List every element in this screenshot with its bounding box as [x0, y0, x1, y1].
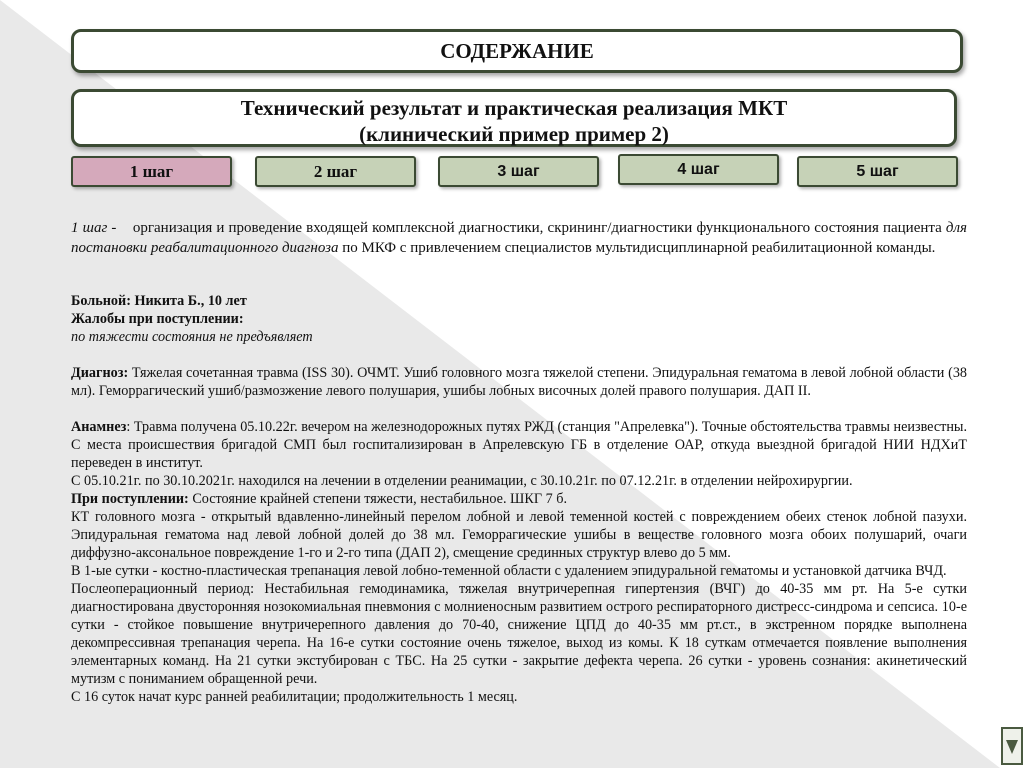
step-tab-label: 4 шаг — [677, 161, 720, 178]
diagnosis-label: Диагноз: — [71, 365, 129, 381]
subtitle-line-1: Технический результат и практическая реализация МКТ — [240, 96, 788, 120]
diagnosis-text: Тяжелая сочетанная травма (ISS 30). ОЧМТ. Ушиб головного мозга тяжелой степени. Эпидуральная гематома в левой лобной области (38 мл). Геморрагический ушиб/размозжение левого полушария, ушибы лобных височных долей правого полушария. ДАП II. — [71, 365, 968, 399]
section-subtitle — [71, 89, 957, 147]
admission-text: Состояние крайней степени тяжести, нестабильное. ШКГ 7 б. — [188, 491, 567, 507]
intro-text-1: организация и проведение входящей комплексной диагностики, скрининг/диагностики функционального состояния пациента — [132, 220, 942, 236]
step-label: 1 шаг - — [71, 220, 117, 236]
admission-paragraph — [71, 490, 967, 508]
step-tab-5[interactable] — [797, 156, 958, 187]
admission-label: При поступлении: — [71, 491, 189, 507]
step-tab-1[interactable] — [71, 156, 232, 187]
page-title-text: СОДЕРЖАНИЕ — [440, 39, 594, 63]
patient-name: Больной: Никита Б., 10 лет — [71, 293, 247, 309]
intro-text-italic: для постановки реабалитационного диагноза — [71, 220, 968, 256]
step-tabs — [71, 156, 957, 186]
step-tab-label: 5 шаг — [856, 163, 899, 180]
treatment-period: С 05.10.21г. по 30.10.2021г. находился на лечении в отделении реанимации, с 30.10.21г. по 07.12.21г. в отделении нейрохирургии. — [71, 473, 853, 489]
subtitle-line-2: (клинический пример пример 2) — [359, 122, 669, 146]
complaints-text: по тяжести состояния не предъявляет — [71, 329, 313, 345]
anamnesis-label: Анамнез — [71, 419, 127, 435]
step-tab-label: 2 шаг — [313, 162, 358, 181]
step-tab-4[interactable] — [618, 154, 779, 185]
step-tab-2[interactable] — [255, 156, 416, 187]
step-tab-3[interactable] — [438, 156, 599, 187]
triangle-down-icon — [1005, 738, 1019, 756]
day1-surgery: В 1-ые сутки - костно-пластическая трепанация левой лобно-теменной области с удалением эпидуральной гематомы и установкой датчика ВЧД. — [71, 563, 947, 579]
step-tab-label: 1 шаг — [129, 162, 174, 181]
case-description — [71, 292, 967, 706]
postop-period: Послеоперационный период: Нестабильная гемодинамика, тяжелая внутричерепная гипертензия (ВЧГ) до 40-35 мм рт. На 5-е сутки диагностирована двусторонняя нозокомиальная пневмония с молниеносным развитием острого респираторного дистресс-синдрома и сепсиса. 10-е сутки - стойкое повышение внутричерепного давления до 70-40, снижение ЦПД до 40-35 мм рт.ст., в экстренном порядке выполнена декомпрессивная трепанация черепа. На 16-е сутки состояние очень тяжелое, выход из комы. К 18 суткам отмечается появление выполнения элементарных команд. На 21 сутки экстубирован с ТБС. На 25 сутки - закрытие дефекта черепа. 26 сутки - уровень сознания: акинетический мутизм с пониманием обращенной речи. — [71, 581, 967, 687]
page-title — [71, 29, 963, 73]
intro-text-2: по МКФ с привлечением специалистов мультидисциплинарной реабилитационной команды. — [342, 240, 936, 256]
rehab-start: С 16 суток начат курс ранней реабилитации; продолжительность 1 месяц. — [71, 689, 518, 705]
anamnesis-text: : Травма получена 05.10.22г. вечером на железнодорожных путях РЖД (станция "Апрелевка"). Точные обстоятельства травмы неизвестны. С места происшествия бригадой СМП был госпитализирован в Апрелевскую ГБ в отделение ОАР, откуда выездной бригадой НИИ НДХиТ переведен в институт. — [71, 419, 967, 471]
step-tab-label: 3 шаг — [497, 163, 540, 180]
anamnesis-paragraph — [71, 418, 967, 472]
step-intro — [71, 218, 967, 258]
diagnosis-paragraph — [71, 364, 967, 400]
complaints-label: Жалобы при поступлении: — [71, 311, 244, 327]
step-intro-paragraph — [71, 218, 967, 258]
next-slide-button[interactable] — [1001, 727, 1023, 765]
ct-findings: КТ головного мозга - открытый вдавленно-линейный перелом лобной и левой теменной костей с повреждением обеих стенок лобной пазухи. Эпидуральная гематома над левой лобной долей до 38 мл. Геморрагические ушибы в веществе головного мозга обоих полушарий, очаги диффузно-аксональное повреждение 1-го и 2-го типа (ДАП 2), смещение срединных структур влево до 5 мм. — [71, 509, 967, 561]
